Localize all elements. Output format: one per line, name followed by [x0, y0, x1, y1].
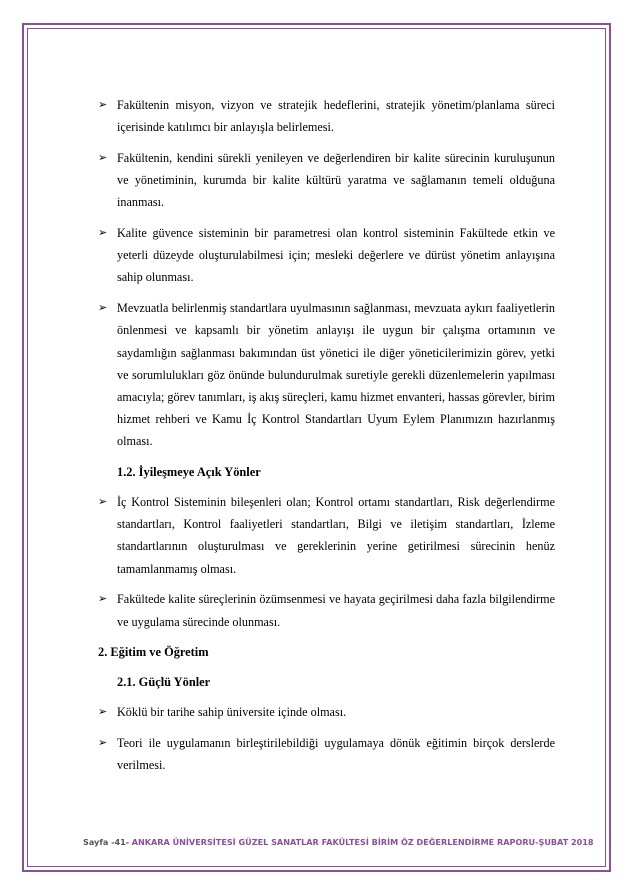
bullet-text: Mevzuatla belirlenmiş standartlara uyulmasının sağlanması, mevzuata aykırı faaliyetlerin önlenmesi ve kapsamlı bir yönetim anlayışı ile uygun bir çalışma ortamının ve saydamlığın sağlanması bakımından üst yönetici ile diğer yöneticilerimizin görev, yetki ve sorumlulukları göz önünde bulundurulmak suretiyle gerekli düzenlemelerin yapılması amacıyla; görev tanımları, iş akış süreçleri, kamu hizmet envanteri, hassas görevler, birim hizmet rehberi ve Kamu İç Kontrol Standartları Uyum Eylem Planımızın hazırlanmış olması. [117, 301, 555, 449]
arrow-bullet-icon: ➢ [98, 150, 108, 164]
bullet-item [98, 588, 555, 632]
bullet-item [98, 94, 555, 138]
arrow-bullet-icon: ➢ [98, 495, 108, 509]
bullet-text: Köklü bir tarihe sahip üniversite içinde olması. [117, 705, 347, 720]
report-title: ANKARA ÜNİVERSİTESİ GÜZEL SANATLAR FAKÜLTESİ BİRİM ÖZ DEĞERLENDİRME RAPORU-ŞUBAT 2018 [131, 837, 594, 847]
page-footer [83, 837, 594, 847]
arrow-bullet-icon: ➢ [98, 705, 108, 719]
page-number: Sayfa -41- [83, 837, 130, 847]
arrow-bullet-icon: ➢ [98, 226, 108, 240]
bullet-text: Fakültede kalite süreçlerinin özümsenmesi ve hayata geçirilmesi daha fazla bilgilendirme ve uygulama sürecinde olunması. [117, 592, 555, 629]
bullet-item [98, 222, 555, 289]
bullet-item [98, 491, 555, 580]
bullet-text: Fakültenin misyon, vizyon ve stratejik hedeflerini, stratejik yönetim/planlama süreci içerisinde katılımcı bir anlayışla belirlemesi. [117, 98, 555, 135]
bullet-text: İç Kontrol Sisteminin bileşenleri olan; Kontrol ortamı standartları, Risk değerlendirme standartları, Kontrol faaliyetleri standartları, Bilgi ve iletişim standartları, İzleme standartlarının oluşturulması ve gereklerinin yerine getirilmesi sürecinin henüz tamamlanmamış olması. [117, 495, 555, 576]
bullet-text: Kalite güvence sisteminin bir parametresi olan kontrol sisteminin Fakültede etkin ve yeterli düzeyde oluşturulabilmesi için; mesleki değerlere ve dürüst yönetim anlayışına sahip olunması. [117, 226, 555, 285]
arrow-bullet-icon: ➢ [98, 592, 108, 606]
bullet-item [98, 732, 555, 776]
section-subheading: 2.1. Güçlü Yönler [117, 675, 211, 690]
section-heading: 2. Eğitim ve Öğretim [98, 645, 209, 660]
bullet-text: Teori ile uygulamanın birleştirilebildiği uygulamaya dönük eğitimin birçok derslerde verilmesi. [117, 735, 555, 773]
arrow-bullet-icon: ➢ [98, 98, 108, 111]
bullet-item [98, 701, 555, 723]
section-subheading: 1.2. İyileşmeye Açık Yönler [117, 465, 261, 480]
arrow-bullet-icon: ➢ [98, 735, 108, 749]
bullet-text: Fakültenin, kendini sürekli yenileyen ve değerlendiren bir kalite sürecinin kuruluşunun ve yönetiminin, kurumda bir kalite kültürü yaratma ve sağlamanın temeli olduğuna inanması. [117, 150, 555, 210]
page-content [98, 94, 555, 785]
bullet-item [98, 147, 555, 214]
arrow-bullet-icon: ➢ [98, 301, 108, 315]
bullet-item [98, 297, 555, 452]
